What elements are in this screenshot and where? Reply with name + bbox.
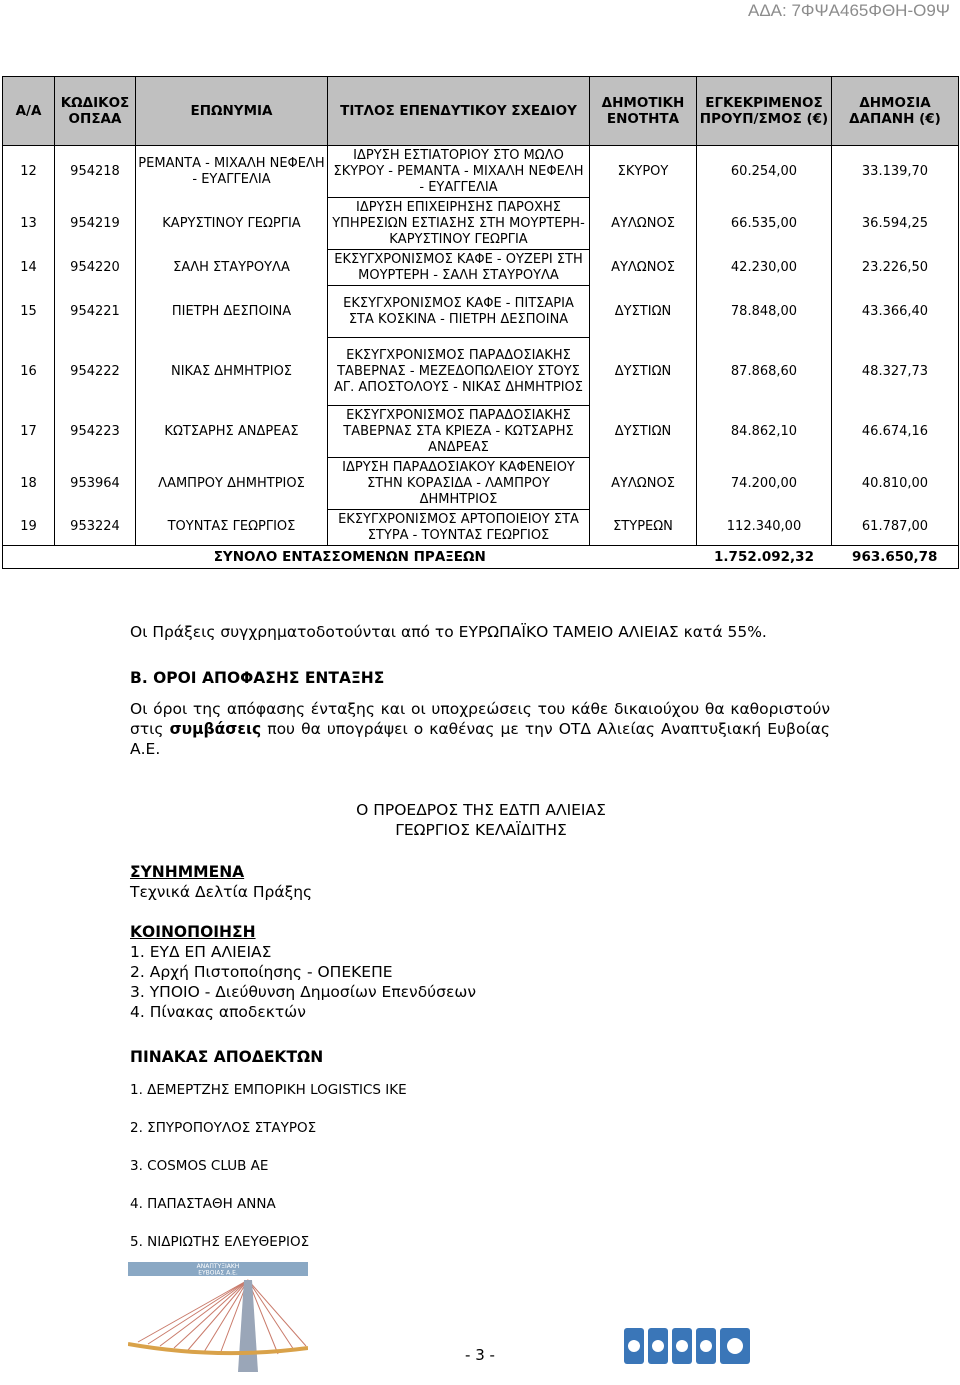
cell-code: 954219 xyxy=(55,198,136,250)
table-row xyxy=(3,406,959,458)
cell-unit: ΔΥΣΤΙΩΝ xyxy=(590,286,697,338)
cell-aa: 16 xyxy=(3,338,55,406)
cell-title: ΙΔΡΥΣΗ ΠΑΡΑΔΟΣΙΑΚΟΥ ΚΑΦΕΝΕΙΟΥ ΣΤΗΝ ΚΟΡΑΣΙΔΑ - ΛΑΜΠΡΟΥ ΔΗΜΗΤΡΙΟΣ xyxy=(328,458,590,510)
cell-unit: ΑΥΛΩΝΟΣ xyxy=(590,458,697,510)
cell-title: ΙΔΡΥΣΗ ΕΠΙΧΕΙΡΗΣΗΣ ΠΑΡΟΧΗΣ ΥΠΗΡΕΣΙΩΝ ΕΣΤΙΑΣΗΣ ΣΤΗ ΜΟΥΡΤΕΡΗ- ΚΑΡΥΣΤΙΝΟΥ ΓΕΩΡΓΙΑ xyxy=(328,198,590,250)
cell-code: 954218 xyxy=(55,146,136,198)
col-header-code: ΚΩΔΙΚΟΣ ΟΠΣΑΑ xyxy=(55,77,136,146)
signature-title: Ο ΠΡΟΕΔΡΟΣ ΤΗΣ ΕΔΤΠ ΑΛΙΕΙΑΣ xyxy=(356,801,606,819)
attachments-item: Τεχνικά Δελτία Πράξης xyxy=(130,883,313,901)
col-header-aa: Α/Α xyxy=(3,77,55,146)
cell-aa: 13 xyxy=(3,198,55,250)
cell-budget: 60.254,00 xyxy=(697,146,832,198)
cell-name: ΤΟΥΝΤΑΣ ΓΕΩΡΓΙΟΣ xyxy=(136,510,328,546)
cell-budget: 74.200,00 xyxy=(697,458,832,510)
table-row xyxy=(3,458,959,510)
table-row xyxy=(3,198,959,250)
table-row xyxy=(3,338,959,406)
list-item: 4. ΠΑΠΑΣΤΑΘΗ ΑΝΝΑ xyxy=(130,1196,276,1212)
cell-public: 43.366,40 xyxy=(832,286,959,338)
list-item: 5. ΝΙΔΡΙΩΤΗΣ ΕΛΕΥΘΕΡΙΟΣ xyxy=(130,1234,310,1250)
bridge-cables xyxy=(138,1280,306,1354)
cell-code: 954220 xyxy=(55,250,136,286)
cell-code: 953224 xyxy=(55,510,136,546)
notification-list xyxy=(130,942,476,1022)
list-item: 1. ΕΥΔ ΕΠ ΑΛΙΕΙΑΣ xyxy=(130,943,272,961)
cell-public: 61.787,00 xyxy=(832,510,959,546)
section-b-heading: Β. ΟΡΟΙ ΑΠΟΦΑΣΗΣ ΕΝΤΑΞΗΣ xyxy=(130,669,385,687)
cell-unit: ΔΥΣΤΙΩΝ xyxy=(590,338,697,406)
cell-public: 33.139,70 xyxy=(832,146,959,198)
section-b-text-before: Οι όροι της απόφασης ένταξης και οι υποχρεώσεις του κάθε δικαιούχου θα καθοριστούν στις xyxy=(130,700,830,738)
cell-name: ΚΑΡΥΣΤΙΝΟΥ ΓΕΩΡΓΙΑ xyxy=(136,198,328,250)
section-b-text xyxy=(130,699,830,759)
list-item: 4. Πίνακας αποδεκτών xyxy=(130,1003,306,1021)
list-item: 1. ΔΕΜΕΡΤΖΗΣ ΕΜΠΟΡΙΚΗ LOGISTICS ΙΚΕ xyxy=(130,1082,407,1098)
cell-public: 40.810,00 xyxy=(832,458,959,510)
operations-table xyxy=(2,76,959,569)
table-row xyxy=(3,286,959,338)
cell-aa: 18 xyxy=(3,458,55,510)
cell-aa: 12 xyxy=(3,146,55,198)
table-row xyxy=(3,250,959,286)
table-row xyxy=(3,510,959,546)
cell-budget: 112.340,00 xyxy=(697,510,832,546)
cell-unit: ΣΤΥΡΕΩΝ xyxy=(590,510,697,546)
cell-aa: 17 xyxy=(3,406,55,458)
cell-code: 953964 xyxy=(55,458,136,510)
cell-title: ΕΚΣΥΓΧΡΟΝΙΣΜΟΣ ΠΑΡΑΔΟΣΙΑΚΗΣ ΤΑΒΕΡΝΑΣ ΣΤΑ ΚΡΙΕΖΑ - ΚΩΤΣΑΡΗΣ ΑΝΔΡΕΑΣ xyxy=(328,406,590,458)
logo-text-2: ΕΥΒΟΙΑΣ Α.Ε. xyxy=(198,1269,238,1277)
ada-code: ΑΔΑ: 7ΦΨΑ465ΦΘΗ-Ο9Ψ xyxy=(747,1,950,20)
table-total-row xyxy=(3,546,959,569)
cell-budget: 84.862,10 xyxy=(697,406,832,458)
cell-public: 46.674,16 xyxy=(832,406,959,458)
list-item: 3. COSMOS CLUB AE xyxy=(130,1158,269,1174)
cell-title: ΕΚΣΥΓΧΡΟΝΙΣΜΟΣ ΚΑΦΕ - ΟΥΖΕΡΙ ΣΤΗ ΜΟΥΡΤΕΡΗ - ΣΑΛΗ ΣΤΑΥΡΟΥΛΑ xyxy=(328,250,590,286)
total-label: ΣΥΝΟΛΟ ΕΝΤΑΣΣΟΜΕΝΩΝ ΠΡΑΞΕΩΝ xyxy=(3,546,697,569)
cell-unit: ΑΥΛΩΝΟΣ xyxy=(590,198,697,250)
section-b-text-bold: συμβάσεις xyxy=(169,720,262,738)
cell-public: 23.226,50 xyxy=(832,250,959,286)
cell-name: ΡΕΜΑΝΤΑ - ΜΙΧΑΛΗ ΝΕΦΕΛΗ - ΕΥΑΓΓΕΛΙΑ xyxy=(136,146,328,198)
page-number: - 3 - xyxy=(465,1346,495,1364)
logo-text-1: ΑΝΑΠΤΥΞΙΑΚΗ xyxy=(196,1263,240,1270)
total-budget: 1.752.092,32 xyxy=(697,546,832,569)
cell-title: ΕΚΣΥΓΧΡΟΝΙΣΜΟΣ ΚΑΦΕ - ΠΙΤΣΑΡΙΑ ΣΤΑ ΚΟΣΚΙΝΑ - ΠΙΕΤΡΗ ΔΕΣΠΟΙΝΑ xyxy=(328,286,590,338)
list-item: 2. Αρχή Πιστοποίησης - ΟΠΕΚΕΠΕ xyxy=(130,963,393,981)
list-item: 2. ΣΠΥΡΟΠΟΥΛΟΣ ΣΤΑΥΡΟΣ xyxy=(130,1120,317,1136)
total-public: 963.650,78 xyxy=(832,546,959,569)
cell-title: ΙΔΡΥΣΗ ΕΣΤΙΑΤΟΡΙΟΥ ΣΤΟ ΜΩΛΟ ΣΚΥΡΟΥ - ΡΕΜΑΝΤΑ - ΜΙΧΑΛΗ ΝΕΦΕΛΗ - ΕΥΑΓΓΕΛΙΑ xyxy=(328,146,590,198)
cell-name: ΣΑΛΗ ΣΤΑΥΡΟΥΛΑ xyxy=(136,250,328,286)
cell-public: 36.594,25 xyxy=(832,198,959,250)
cell-unit: ΔΥΣΤΙΩΝ xyxy=(590,406,697,458)
cell-aa: 19 xyxy=(3,510,55,546)
cell-code: 954221 xyxy=(55,286,136,338)
col-header-name: ΕΠΩΝΥΜΙΑ xyxy=(136,77,328,146)
table-row xyxy=(3,146,959,198)
col-header-unit: ΔΗΜΟΤΙΚΗ ΕΝΟΤΗΤΑ xyxy=(590,77,697,146)
col-header-title: ΤΙΤΛΟΣ ΕΠΕΝΔΥΤΙΚΟΥ ΣΧΕΔΙΟΥ xyxy=(328,77,590,146)
cell-budget: 78.848,00 xyxy=(697,286,832,338)
notification-heading: ΚΟΙΝΟΠΟΙΗΣΗ xyxy=(130,923,256,941)
cell-code: 954223 xyxy=(55,406,136,458)
cell-budget: 87.868,60 xyxy=(697,338,832,406)
cell-aa: 14 xyxy=(3,250,55,286)
cell-public: 48.327,73 xyxy=(832,338,959,406)
cell-name: ΝΙΚΑΣ ΔΗΜΗΤΡΙΟΣ xyxy=(136,338,328,406)
cell-title: ΕΚΣΥΓΧΡΟΝΙΣΜΟΣ ΑΡΤΟΠΟΙΕΙΟΥ ΣΤΑ ΣΤΥΡΑ - ΤΟΥΝΤΑΣ ΓΕΩΡΓΙΟΣ xyxy=(328,510,590,546)
cell-unit: ΣΚΥΡΟΥ xyxy=(590,146,697,198)
cell-name: ΚΩΤΣΑΡΗΣ ΑΝΔΡΕΑΣ xyxy=(136,406,328,458)
table-header-row xyxy=(3,77,959,146)
cell-budget: 66.535,00 xyxy=(697,198,832,250)
cell-unit: ΑΥΛΩΝΟΣ xyxy=(590,250,697,286)
recipients-heading: ΠΙΝΑΚΑΣ ΑΠΟΔΕΚΤΩΝ xyxy=(130,1048,324,1066)
cell-name: ΠΙΕΤΡΗ ΔΕΣΠΟΙΝΑ xyxy=(136,286,328,338)
col-header-budget: ΕΓΚΕΚΡΙΜΕΝΟΣ ΠΡΟΥΠ/ΣΜΟΣ (€) xyxy=(697,77,832,146)
attachments-heading: ΣΥΝΗΜΜΕΝΑ xyxy=(130,863,245,881)
section-b-text-after: που θα υπογράψει ο καθένας με την ΟΤΔ Αλιείας Αναπτυξιακή Ευβοίας Α.Ε. xyxy=(130,720,830,758)
cell-budget: 42.230,00 xyxy=(697,250,832,286)
cell-name: ΛΑΜΠΡΟΥ ΔΗΜΗΤΡΙΟΣ xyxy=(136,458,328,510)
col-header-public: ΔΗΜΟΣΙΑ ΔΑΠΑΝΗ (€) xyxy=(832,77,959,146)
cell-aa: 15 xyxy=(3,286,55,338)
list-item: 3. ΥΠΟΙΟ - Διεύθυνση Δημοσίων Επενδύσεων xyxy=(130,983,476,1001)
cell-code: 954222 xyxy=(55,338,136,406)
signature-name: ΓΕΩΡΓΙΟΣ ΚΕΛΑΪΔΙΤΗΣ xyxy=(395,821,567,839)
cofinance-note: Οι Πράξεις συγχρηματοδοτούνται από το ΕΥΡΩΠΑΪΚΟ ΤΑΜΕΙΟ ΑΛΙΕΙΑΣ κατά 55%. xyxy=(130,623,767,641)
cell-title: ΕΚΣΥΓΧΡΟΝΙΣΜΟΣ ΠΑΡΑΔΟΣΙΑΚΗΣ ΤΑΒΕΡΝΑΣ - ΜΕΖΕΔΟΠΩΛΕΙΟΥ ΣΤΟΥΣ ΑΓ. ΑΠΟΣΤΟΛΟΥΣ - ΝΙΚΑΣ ΔΗΜΗΤΡΙΟΣ xyxy=(328,338,590,406)
